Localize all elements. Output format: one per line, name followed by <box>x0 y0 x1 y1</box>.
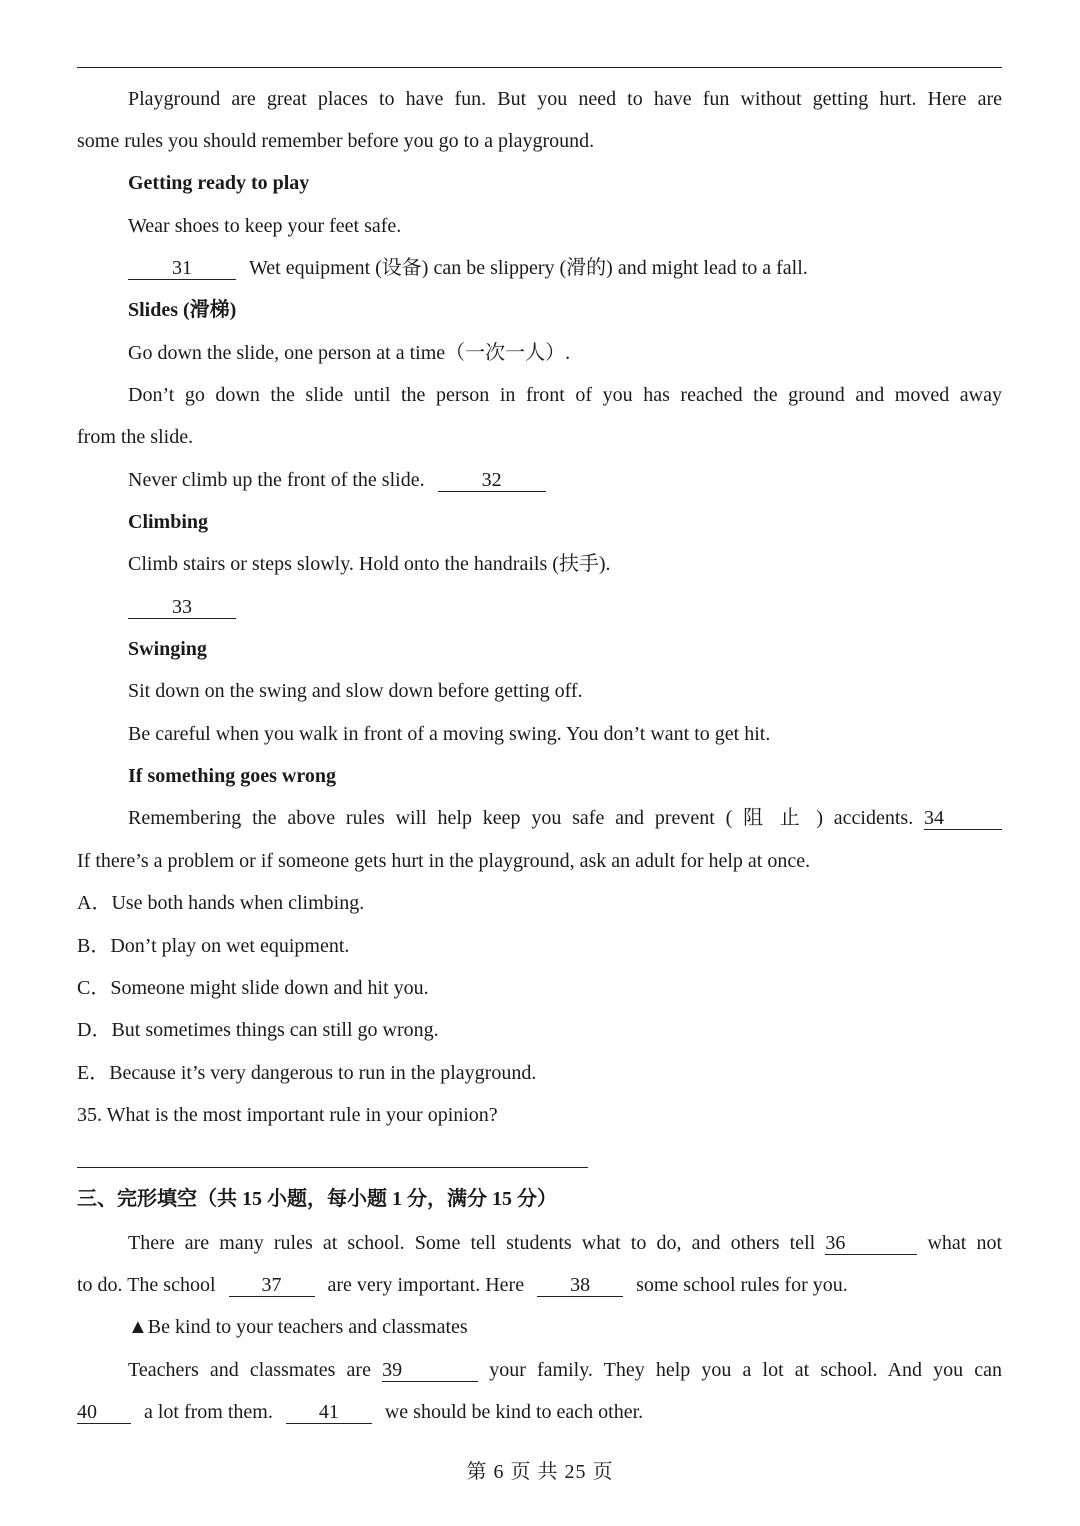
swing-text-1: Sit down on the swing and slow down before getting off. <box>128 680 583 702</box>
question-35: 35. What is the most important rule in your opinion? <box>77 1104 498 1126</box>
cloze-line-4 <box>77 1398 1002 1426</box>
wrong-text-2: If there’s a problem or if someone gets hurt in the playground, ask an adult for help at once. <box>77 850 811 872</box>
wet-equipment-text: Wet equipment (设备) can be slippery (滑的) and might lead to a fall. <box>249 257 808 279</box>
cloze-p3-b: your family. They help you a lot at school. And you can <box>489 1359 1003 1381</box>
blank-36[interactable]: 36 <box>825 1232 917 1255</box>
heading-something-wrong: If something goes wrong <box>128 765 336 787</box>
climbing-text: Climb stairs or steps slowly. Hold onto the handrails (扶手). <box>128 553 611 575</box>
heading-getting-ready: Getting ready to play <box>128 172 310 194</box>
option-b: B．Don’t play on wet equipment. <box>77 935 350 957</box>
cloze-p1-a: There are many rules at school. Some tell students what to do, and others tell <box>128 1232 816 1254</box>
blank-38[interactable]: 38 <box>537 1274 623 1297</box>
blank-37[interactable]: 37 <box>229 1274 315 1297</box>
blank-39[interactable]: 39 <box>382 1359 478 1382</box>
blank-33-line <box>128 593 1002 621</box>
cloze-line-3 <box>128 1356 1002 1384</box>
cloze-p2-a: to do. The school <box>77 1274 216 1296</box>
blank-31-line <box>128 254 1002 282</box>
cloze-p4-b: we should be kind to each other. <box>384 1401 644 1423</box>
blank-34[interactable]: 34 <box>924 807 1002 830</box>
blank-40[interactable]: 40 <box>77 1401 131 1424</box>
ready-text: Wear shoes to keep your feet safe. <box>128 215 402 237</box>
slides-text-2-line-1: Don’t go down the slide until the person in front of you has reached the ground and moved away <box>128 384 1002 406</box>
intro-line-2: some rules you should remember before you go to a playground. <box>77 130 595 152</box>
heading-swinging: Swinging <box>128 638 207 660</box>
option-a: A．Use both hands when climbing. <box>77 892 365 914</box>
cloze-p2-c: some school rules for you. <box>636 1274 848 1296</box>
heading-climbing: Climbing <box>128 511 209 533</box>
heading-slides: Slides (滑梯) <box>128 299 237 321</box>
cloze-p3-a: Teachers and classmates are <box>128 1359 371 1381</box>
cloze-p1-b: what not <box>927 1232 1003 1254</box>
option-e: E．Because it’s very dangerous to run in the playground. <box>77 1062 537 1084</box>
wrong-text-1: Remembering the above rules will help keep you safe and prevent ( 阻 止 ) accidents. <box>128 807 914 829</box>
slides-text-1: Go down the slide, one person at a time（一次一人）. <box>128 342 571 364</box>
blank-33[interactable]: 33 <box>128 596 236 619</box>
cloze-line-2 <box>77 1271 1002 1299</box>
section-3-title: 三、完形填空（共 15 小题，每小题 1 分，满分 15 分） <box>77 1188 557 1210</box>
cloze-p2-b: are very important. Here <box>327 1274 525 1296</box>
option-c: C．Someone might slide down and hit you. <box>77 977 429 999</box>
slides-text-3-line <box>128 466 1002 494</box>
page-footer: 第 6 页 共 25 页 <box>466 1461 614 1483</box>
cloze-line-1 <box>128 1229 1002 1257</box>
intro-line-1: Playground are great places to have fun. But you need to have fun without getting hurt. Here are <box>128 88 1002 110</box>
top-rule <box>77 67 1002 68</box>
sub-heading-be-kind: ▲Be kind to your teachers and classmates <box>128 1316 468 1338</box>
cloze-p4-a: a lot from them. <box>144 1401 273 1423</box>
wrong-text-1-line <box>128 804 1002 832</box>
option-d: D．But sometimes things can still go wrong. <box>77 1019 439 1041</box>
slides-text-2-line-2: from the slide. <box>77 426 194 448</box>
slides-text-3: Never climb up the front of the slide. <box>128 469 425 491</box>
swing-text-2: Be careful when you walk in front of a moving swing. You don’t want to get hit. <box>128 723 771 745</box>
blank-32[interactable]: 32 <box>438 469 546 492</box>
blank-41[interactable]: 41 <box>286 1401 372 1424</box>
blank-31[interactable]: 31 <box>128 257 236 280</box>
answer-line-35[interactable] <box>77 1167 588 1168</box>
